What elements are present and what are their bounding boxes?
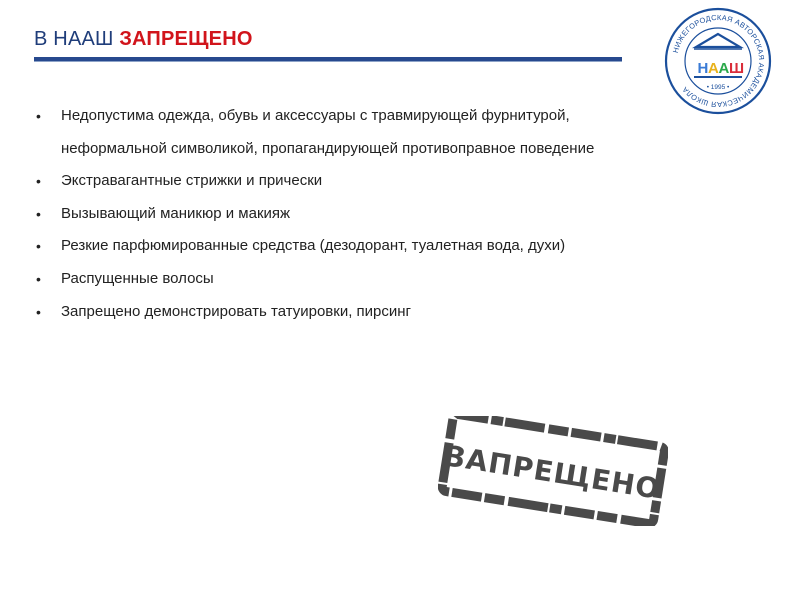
school-logo bbox=[663, 6, 773, 116]
list-item: • Резкие парфюмированные средства (дезодорант, туалетная вода, духи) bbox=[36, 230, 596, 263]
list-item: • Распущенные волосы bbox=[36, 263, 596, 296]
list-item: • Вызывающий маникюр и макияж bbox=[36, 198, 596, 231]
slide-title bbox=[34, 28, 253, 51]
bullet-icon: • bbox=[36, 173, 41, 190]
bullet-icon: • bbox=[36, 238, 41, 255]
svg-text:Н: Н bbox=[697, 60, 709, 77]
list-item: • Недопустима одежда, обувь и аксессуары с травмирующей фурнитурой, неформальной символикой, пропагандирующей противоправное поведение bbox=[36, 100, 596, 165]
logo-abbr bbox=[698, 60, 745, 77]
svg-text:А: А bbox=[718, 60, 730, 77]
svg-text:Ш: Ш bbox=[729, 60, 745, 77]
slide-title-prefix: В НААШ bbox=[34, 28, 114, 50]
forbidden-stamp bbox=[438, 416, 668, 526]
rules-list bbox=[36, 100, 596, 328]
list-item: • Экстравагантные стрижки и прически bbox=[36, 165, 596, 198]
logo-ring-text: НИЖЕГОРОДСКАЯ АВТОРСКАЯ АКАДЕМИЧЕСКАЯ ШКОЛА bbox=[670, 12, 767, 110]
title-underline bbox=[34, 57, 622, 61]
logo-year: • 1995 • bbox=[706, 84, 730, 91]
svg-text:А: А bbox=[708, 60, 719, 77]
stamp-text: ЗАПРЕЩЕНО bbox=[442, 439, 663, 506]
list-item: • Запрещено демонстрировать татуировки, пирсинг bbox=[36, 296, 596, 329]
bullet-icon: • bbox=[36, 205, 41, 222]
bullet-icon: • bbox=[36, 303, 41, 320]
slide-title-accent: ЗАПРЕЩЕНО bbox=[119, 28, 253, 50]
bullet-icon: • bbox=[36, 108, 41, 124]
bullet-icon: • bbox=[36, 270, 41, 287]
